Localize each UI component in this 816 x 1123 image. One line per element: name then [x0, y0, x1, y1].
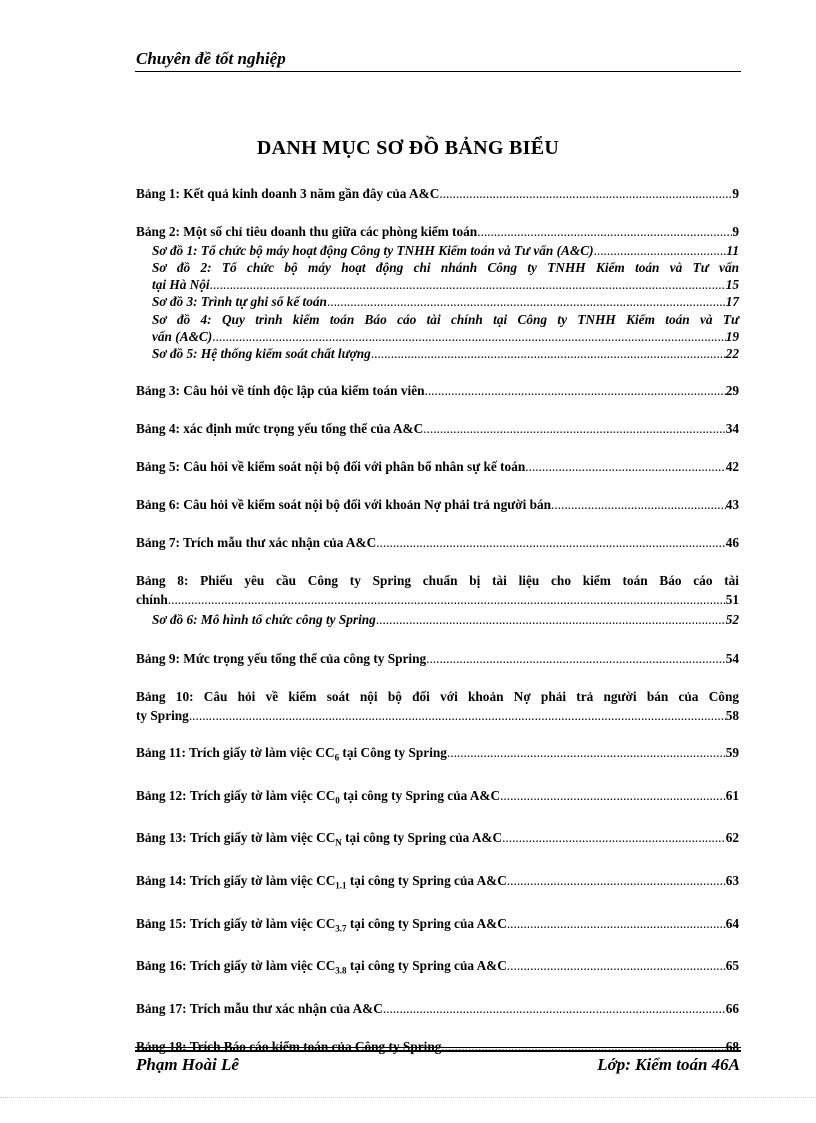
entry-page: 42	[725, 459, 739, 474]
toc-entry-bang-5[interactable]	[136, 457, 739, 477]
entry-label: Sơ đồ 6: Mô hình tổ chức công ty Spring	[152, 612, 376, 627]
entry-label: Sơ đồ 5: Hệ thống kiểm soát chất lượng	[152, 346, 371, 361]
toc-entry-so-do-3[interactable]	[136, 293, 739, 311]
entry-label-cont: chính	[136, 592, 168, 607]
entry-label: Bảng 5: Câu hỏi về kiểm soát nội bộ đối với phân bổ nhân sự kế toán	[136, 459, 526, 474]
toc-entry-bang-17[interactable]	[136, 999, 739, 1019]
entry-page: 11	[726, 243, 739, 258]
entry-label: Bảng 18: Trích Báo cáo kiểm toán của Công ty Spring	[136, 1038, 442, 1054]
toc-entry-so-do-6[interactable]	[136, 609, 739, 631]
header-title: Chuyên đề tốt nghiệp	[136, 49, 286, 68]
entry-label: Bảng 1: Kết quả kinh doanh 3 năm gần đây của A&C	[136, 186, 440, 201]
entry-page: 19	[725, 329, 739, 344]
entry-page: 66	[725, 1000, 739, 1016]
toc-entry-bang-1[interactable]	[136, 184, 739, 204]
entry-page: 17	[725, 294, 739, 309]
header-rule	[135, 71, 741, 72]
entry-label-cont: ty Spring	[136, 708, 189, 723]
entry-page: 62	[725, 830, 739, 846]
footer-rule	[135, 1047, 741, 1048]
toc-entry-bang-4[interactable]	[136, 419, 739, 439]
toc-entry-bang-8[interactable]	[136, 571, 739, 609]
entry-label: Sơ đồ 3: Trình tự ghi sổ kế toán	[152, 294, 327, 309]
toc-entry-bang-2[interactable]	[136, 222, 739, 242]
toc-entry-bang-7[interactable]	[136, 533, 739, 553]
toc-entry-bang-10[interactable]	[136, 687, 739, 725]
entry-label: Bảng 6: Câu hỏi về kiểm soát nội bộ đối với khoản Nợ phải trả người bán	[136, 497, 552, 512]
entry-label: Bảng 7: Trích mẫu thư xác nhận của A&C	[136, 535, 377, 550]
entry-label: Sơ đồ 4: Quy trình kiểm toán Báo cáo tài chính tại Công ty TNHH Kiểm toán và Tư	[152, 312, 739, 327]
toc-entry-bang-16[interactable]	[136, 956, 739, 981]
entry-label: Bảng 10: Câu hỏi về kiểm soát nội bộ đối với khoản Nợ phải trả người bán của Công	[136, 689, 739, 704]
toc-entry-bang-9[interactable]	[136, 649, 739, 669]
toc-entry-bang-13[interactable]	[136, 828, 739, 853]
entry-label: Bảng 11: Trích giấy tờ làm việc $CC_6$ tại Công ty Spring	[136, 745, 447, 763]
entry-page: 29	[725, 383, 739, 398]
entry-page: 9	[732, 186, 739, 201]
entry-label: Bảng 8: Phiếu yêu cầu Công ty Spring chuẩn bị tài liệu cho kiểm toán Báo cáo tài	[136, 573, 739, 588]
entry-page: 52	[725, 612, 739, 627]
entry-page: 54	[725, 651, 739, 666]
entry-page: 64	[725, 915, 739, 931]
entry-label: Bảng 3: Câu hỏi về tính độc lập của kiểm toán viên	[136, 383, 425, 398]
entry-page: 15	[725, 277, 739, 292]
footer-rule-thick	[135, 1050, 741, 1052]
toc-entry-so-do-4[interactable]	[136, 311, 739, 345]
entry-page: 68	[725, 1038, 739, 1054]
entry-label: Bảng 15: Trích giấy tờ làm việc $CC_{3.7}$ tại công ty Spring của A&C	[136, 915, 507, 934]
entry-page: 34	[725, 421, 739, 436]
page-title: DANH MỤC SƠ ĐỒ BẢNG BIỂU	[256, 137, 560, 159]
entry-page: 43	[725, 497, 739, 512]
entry-label: Sơ đồ 2: Tổ chức bộ máy hoạt động chi nhánh Công ty TNHH Kiểm toán và Tư vấn	[152, 260, 739, 275]
entry-label: Bảng 9: Mức trọng yếu tổng thể của công ty Spring	[136, 651, 427, 666]
entry-page: 59	[725, 745, 739, 760]
entry-page: 61	[725, 787, 739, 803]
toc-entry-bang-15[interactable]	[136, 914, 739, 939]
footer-author: Phạm Hoài Lê	[136, 1055, 239, 1074]
page-edge-divider	[0, 1097, 816, 1098]
entry-label: Bảng 17: Trích mẫu thư xác nhận của A&C	[136, 1000, 383, 1016]
entry-page: 63	[725, 872, 739, 888]
toc-entry-bang-14[interactable]	[136, 871, 739, 896]
entry-label: Bảng 4: xác định mức trọng yếu tổng thể của A&C	[136, 421, 424, 436]
entry-label: Bảng 2: Một số chỉ tiêu doanh thu giữa các phòng kiểm toán	[136, 224, 478, 239]
entry-page: 51	[725, 592, 739, 607]
toc-entry-bang-12[interactable]	[136, 786, 739, 811]
entry-page: 65	[725, 958, 739, 974]
entry-label: Bảng 13: Trích giấy tờ làm việc $CC_N$ tại công ty Spring của A&C	[136, 830, 503, 848]
entry-page: 9	[732, 224, 739, 239]
toc-entry-so-do-2[interactable]	[136, 259, 739, 293]
entry-page: 46	[725, 535, 739, 550]
entry-page: 22	[725, 346, 739, 361]
toc-entry-bang-11[interactable]	[136, 743, 739, 768]
entry-label-cont: vấn (A&C)	[152, 329, 213, 344]
entry-label: Bảng 14: Trích giấy tờ làm việc $CC_{1.1}$ tại công ty Spring của A&C	[136, 872, 507, 891]
toc-entry-so-do-1[interactable]	[136, 242, 739, 259]
entry-label: Bảng 12: Trích giấy tờ làm việc $CC_0$ tại công ty Spring của A&C	[136, 787, 501, 806]
toc-entry-bang-3[interactable]	[136, 381, 739, 401]
toc-entry-so-do-5[interactable]	[136, 345, 739, 363]
entry-label: Sơ đồ 1: Tổ chức bộ máy hoạt động Công ty TNHH Kiểm toán và Tư vấn (A&C)	[152, 243, 594, 258]
table-of-figures	[136, 184, 739, 1057]
footer-class: Lớp: Kiểm toán 46A	[597, 1055, 740, 1074]
entry-label: Bảng 16: Trích giấy tờ làm việc $CC_{3.8}$ tại công ty Spring của A&C	[136, 958, 507, 976]
entry-label-cont: tại Hà Nội	[152, 277, 210, 292]
toc-entry-bang-6[interactable]	[136, 495, 739, 515]
entry-page: 58	[725, 708, 739, 723]
